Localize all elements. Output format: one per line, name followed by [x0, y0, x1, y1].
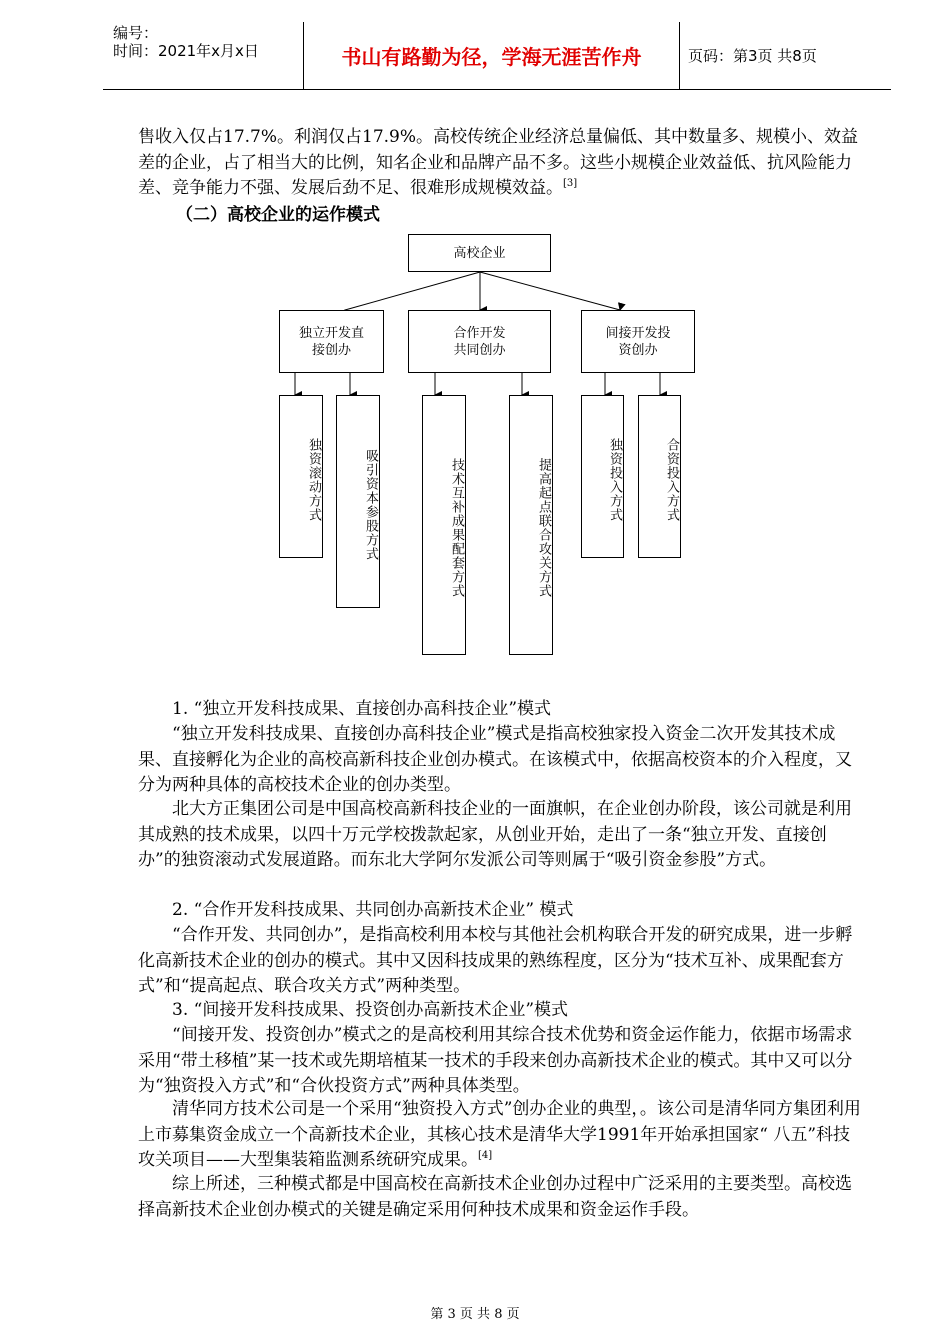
citation-3: [3]	[563, 178, 578, 189]
item-2-heading: 2. “合作开发科技成果、共同创办高新技术企业” 模式	[172, 900, 574, 920]
item-1-heading: 1. “独立开发科技成果、直接创办高科技企业”模式	[172, 699, 552, 719]
conclusion-paragraph: 综上所述，三种模式都是中国高校在高新技术企业创办过程中广泛采用的主要类型。高校选择高新技术企业创办模式的关键是确定采用何种技术成果和资金运作手段。	[138, 1174, 852, 1220]
number-label: 编号：	[113, 24, 159, 42]
diagram-branch-independent: 独立开发直接创办	[279, 310, 384, 373]
item-3-paragraph-2	[138, 1097, 862, 1174]
diagram-root: 高校企业	[408, 234, 551, 272]
header-rule	[103, 89, 891, 90]
diagram-leaf-joint-investment: 合资投入方式	[638, 395, 681, 558]
diagram-branch-cooperative: 合作开发共同创办	[408, 310, 551, 373]
connector-root-right	[480, 272, 620, 310]
item-1-paragraph-1: “独立开发科技成果、直接创办高科技企业”模式是指高校独家投入资金二次开发其技术成果、直接孵化为企业的高校高新科技企业创办模式。在该模式中，依据高校资本的介入程度，又分为两种具体的高校技术企业的创办类型。	[138, 724, 852, 795]
page-footer: 第 3 页 共 8 页	[430, 1307, 520, 1322]
item-3-paragraph-2-text: 清华同方技术公司是一个采用“独资投入方式”创办企业的典型，。该公司是清华同方集团利用上市募集资金成立一个高新技术企业，其核心技术是清华大学1991年开始承担国家“ 八五”科技攻关项目——大型集装箱监测系统研究成果。	[138, 1099, 861, 1170]
diagram-leaf-tech-complement: 技术互补成果配套方式	[422, 395, 466, 655]
item-2-paragraph-1: “合作开发、共同创办”，是指高校利用本校与其他社会机构联合开发的研究成果，进一步孵化高新技术企业的创办的模式。其中又因科技成果的熟练程度，区分为“技术互补、成果配套方式”和“提高起点、联合攻关方式”两种类型。	[138, 925, 853, 996]
header-meta	[103, 22, 304, 89]
diagram-leaf-joint-research: 提高起点联合攻关方式	[509, 395, 553, 655]
diagram-leaf-equity-participation: 吸引资本参股方式	[336, 395, 380, 608]
header-page-label: 页码：第3页 共8页	[688, 47, 817, 65]
page-header	[103, 22, 891, 90]
connector-root-left	[345, 272, 480, 310]
item-1-paragraph-2: 北大方正集团公司是中国高校高新科技企业的一面旗帜，在企业创办阶段，该公司就是利用其成熟的技术成果，以四十万元学校拨款起家，从创业开始，走出了一条“独立开发、直接创办”的独资滚动式发展道路。而东北大学阿尔发派公司等则属于“吸引资金参股”方式。	[138, 799, 852, 870]
header-motto: 书山有路勤为径，学海无涯苦作舟	[304, 22, 680, 89]
section-heading: （二）高校企业的运作模式	[176, 205, 380, 225]
paragraph-top-text: 售收入仅占17.7%。利润仅占17.9%。高校传统企业经济总量偏低、其中数量多、规模小、效益差的企业，占了相当大的比例，知名企业和品牌产品不多。这些小规模企业效益低、抗风险能力差、竞争能力不强、发展后劲不足、很难形成规模效益。	[138, 127, 859, 198]
diagram-leaf-sole-rolling: 独资滚动方式	[279, 395, 323, 558]
item-3-heading: 3. “间接开发科技成果、投资创办高新技术企业”模式	[172, 1000, 569, 1020]
time-label: 时间：2021年x月x日	[113, 42, 259, 60]
citation-4: [4]	[478, 1150, 493, 1161]
diagram-leaf-sole-investment: 独资投入方式	[581, 395, 624, 558]
diagram-branch-indirect: 间接开发投资创办	[581, 310, 695, 373]
paragraph-top	[138, 125, 862, 202]
item-3-paragraph-1: “间接开发、投资创办”模式之的是高校利用其综合技术优势和资金运作能力，依据市场需求采用“带土移植”某一技术或先期培植某一技术的手段来创办高新技术企业的模式。其中又可以分为“独资投入方式”和“合伙投资方式”两种具体类型。	[138, 1025, 853, 1096]
